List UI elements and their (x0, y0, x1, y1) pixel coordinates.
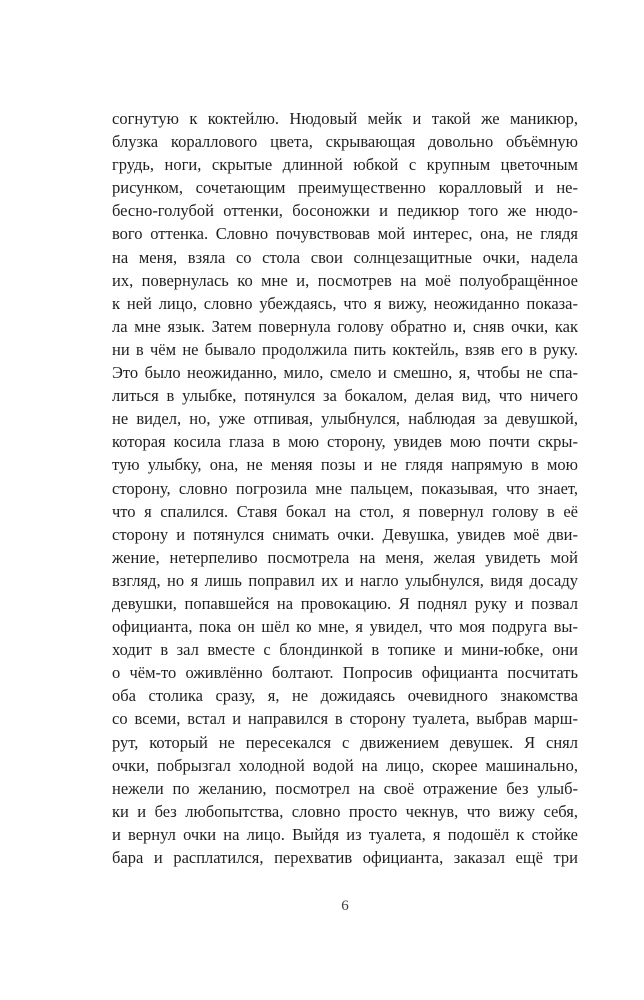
text-line: нежели по желанию, посмотрел на своё отражение без улыб- (112, 778, 578, 798)
text-line: со всеми, встал и направился в сторону туалета, выбрав марш- (112, 709, 578, 729)
text-line: и вернул очки на лицо. Выйдя из туалета, я подошёл к стойке (112, 824, 578, 844)
text-line: сторону, словно погрозила мне пальцем, показывая, что знает, (112, 478, 578, 498)
text-line: жение, нетерпеливо посмотрела на меня, желая увидеть мой (112, 547, 578, 567)
text-line: литься в улыбке, потянулся за бокалом, делая вид, что ничего (112, 386, 578, 406)
page-number: 6 (341, 898, 349, 914)
text-line: официанта, пока он шёл ко мне, я увидел, что моя подруга вы- (112, 617, 578, 637)
text-line: на меня, взяла со стола свои солнцезащитные очки, надела (112, 247, 578, 267)
text-line: грудь, ноги, скрытые длинной юбкой с крупным цветочным (112, 155, 578, 175)
text-line: оба столика сразу, я, не дожидаясь очевидного знакомства (112, 686, 578, 706)
text-line: бара и расплатился, перехватив официанта, заказал ещё три (112, 848, 578, 867)
text-line: рисунком, сочетающим преимущественно коралловый и не- (112, 178, 578, 198)
text-line: Это было неожиданно, мило, смело и смешно, я, чтобы не спа- (112, 363, 578, 383)
text-line: к ней лицо, словно убеждаясь, что я вижу, неожиданно показа- (112, 293, 578, 313)
text-line: о чём-то оживлённо болтают. Попросив официанта посчитать (112, 663, 578, 683)
text-line: ходит в зал вместе с блондинкой в топике и мини-юбке, они (112, 640, 578, 660)
text-line: очки, побрызгал холодной водой на лицо, скорее машинально, (112, 755, 578, 775)
text-line: которая косила глаза в мою сторону, увидев мою почти скры- (112, 432, 578, 452)
text-line: взгляд, но я лишь поправил их и нагло улыбнулся, видя досаду (112, 570, 578, 590)
text-line: ла мне язык. Затем повернула голову обратно и, сняв очки, как (112, 316, 578, 336)
text-line: блузка кораллового цвета, скрывающая довольно объёмную (112, 132, 578, 152)
text-line: рут, который не пересекался с движением девушек. Я снял (112, 732, 578, 752)
text-line: что я спалился. Ставя бокал на стол, я повернул голову в её (112, 501, 578, 521)
text-line: ни в чём не бывало продолжила пить коктейль, взяв его в руку. (112, 339, 578, 359)
text-line: бесно-голубой оттенки, босоножки и педикюр того же нюдо- (112, 201, 578, 221)
text-line: девушки, попавшейся на провокацию. Я поднял руку и позвал (112, 593, 578, 613)
text-line: согнутую к коктейлю. Нюдовый мейк и такой же маникюр, (112, 109, 578, 128)
body-text (112, 107, 578, 869)
text-line: тую улыбку, она, не меняя позы и не глядя напрямую в мою (112, 455, 578, 475)
text-line: сторону и потянулся снимать очки. Девушка, увидев моё дви- (112, 524, 578, 544)
text-line: вого оттенка. Словно почувствовав мой интерес, она, не глядя (112, 224, 578, 244)
text-line: ки и без любопытства, словно просто чекнув, что вижу себя, (112, 801, 578, 821)
text-line: не видел, но, уже отпивая, улыбнулся, наблюдая за девушкой, (112, 409, 578, 429)
text-line: их, повернулась ко мне и, посмотрев на моё полуобращённое (112, 270, 578, 290)
